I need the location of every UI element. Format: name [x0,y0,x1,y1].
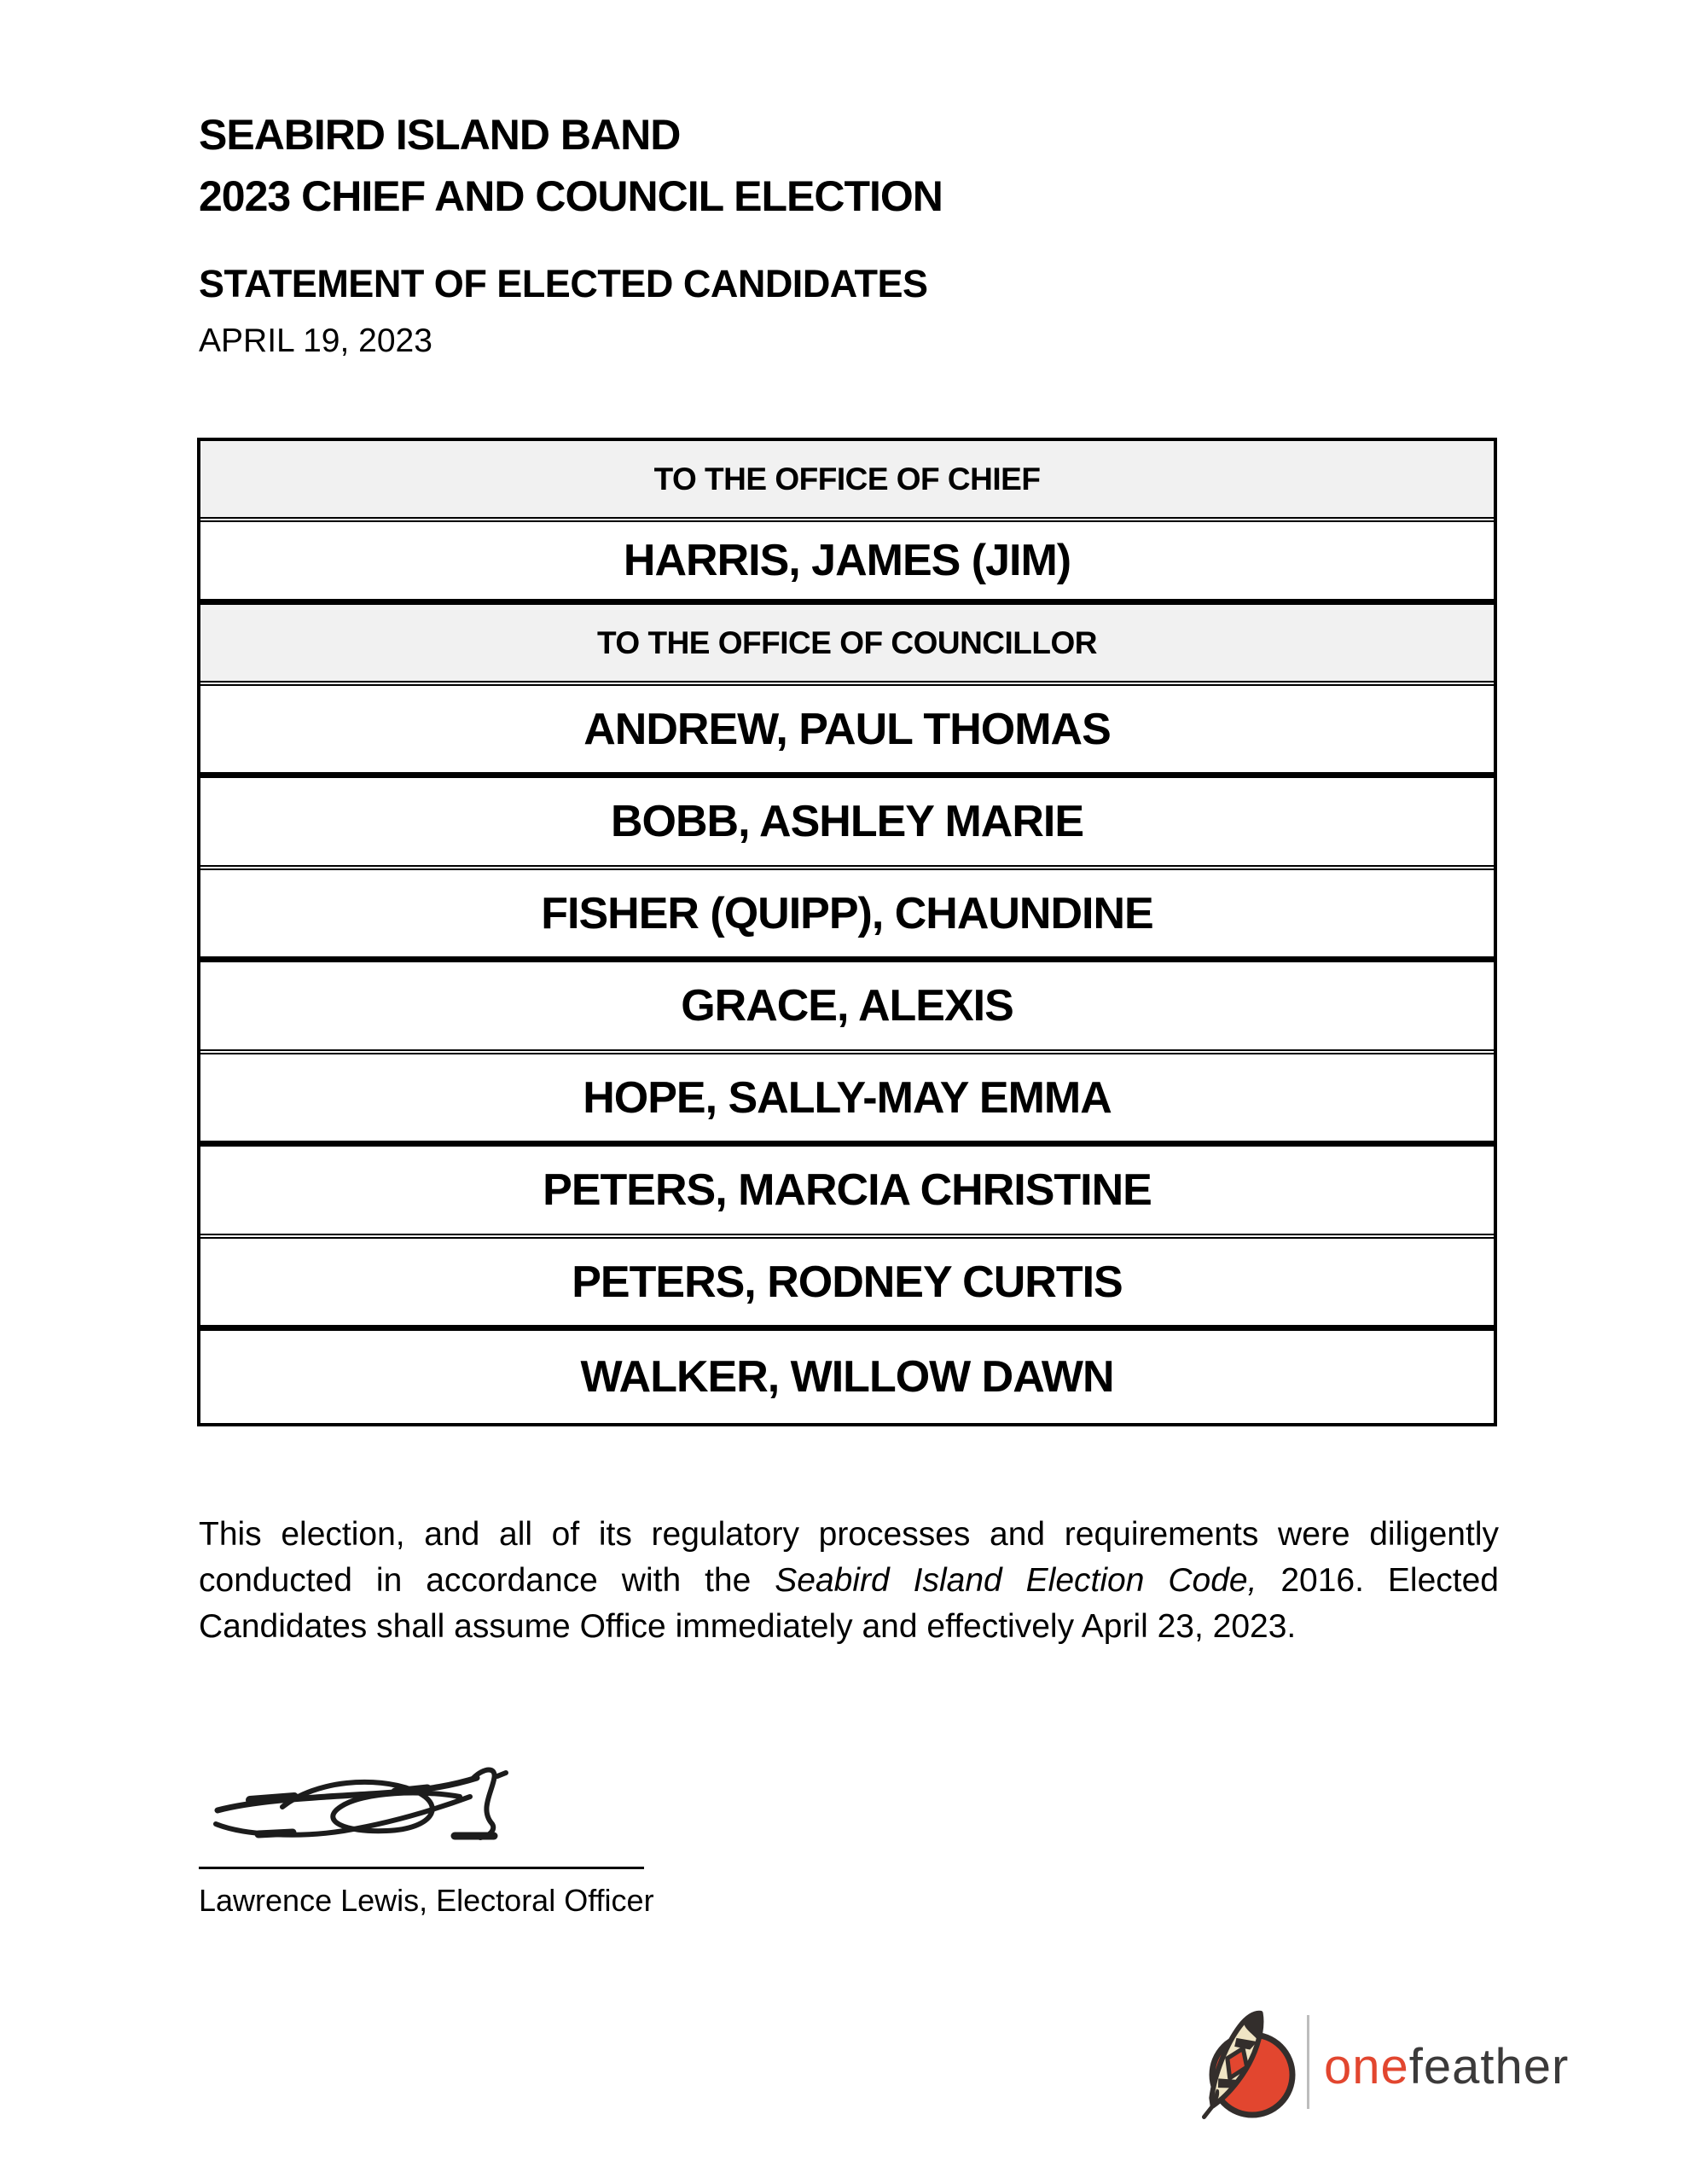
office-header-chief [200,441,1494,522]
onefeather-logo-mark [1193,2007,1316,2156]
signature-image [199,1757,557,1860]
table-row-candidate [200,1147,1494,1239]
wordmark-feather: feather [1408,2039,1570,2094]
elected-candidates-table [197,438,1497,1426]
candidate-name: PETERS, RODNEY CURTIS [572,1257,1123,1307]
signature-line [199,1867,644,1869]
electoral-officer-name: Lawrence Lewis, Electoral Officer [199,1883,654,1918]
candidate-name: BOBB, ASHLEY MARIE [610,797,1084,846]
candidate-name: ANDREW, PAUL THOMAS [583,704,1111,754]
election-title: 2023 CHIEF AND COUNCIL ELECTION [199,172,943,220]
statement-date: APRIL 19, 2023 [199,322,432,359]
legal-paragraph [199,1512,1499,1650]
candidate-name: HOPE, SALLY-MAY EMMA [583,1072,1112,1123]
candidate-name: FISHER (QUIPP), CHAUNDINE [541,888,1153,938]
candidate-name: WALKER, WILLOW DAWN [580,1352,1114,1402]
org-title: SEABIRD ISLAND BAND [199,111,681,159]
table-row-candidate [200,1054,1494,1147]
statement-heading: STATEMENT OF ELECTED CANDIDATES [199,262,928,305]
table-row-candidate [200,1239,1494,1331]
legal-text-before: This election, and all of its regulatory processes and requirements were diligently conducted in accordance with the [199,1516,1499,1599]
office-header-label: TO THE OFFICE OF CHIEF [653,461,1041,497]
table-row-candidate [200,522,1494,605]
candidate-name: PETERS, MARCIA CHRISTINE [543,1165,1152,1215]
office-header-label: TO THE OFFICE OF COUNCILLOR [596,624,1097,660]
table-row-candidate [200,1331,1494,1423]
election-code-reference: Seabird Island Election Code, [775,1562,1257,1599]
table-row-candidate [200,870,1494,962]
logo-divider [1307,2015,1309,2109]
table-row-candidate [200,778,1494,870]
office-header-councillor [200,605,1494,686]
table-row-candidate [200,962,1494,1054]
candidate-name: GRACE, ALEXIS [681,981,1013,1031]
wordmark-one: one [1324,2039,1409,2094]
onefeather-wordmark [1324,2039,1570,2094]
legal-text-after: 2016. Elected Candidates shall assume Office immediately and effectively April 23, 2023. [199,1562,1499,1645]
table-row-candidate [200,686,1494,778]
candidate-name: HARRIS, JAMES (JIM) [623,536,1071,585]
